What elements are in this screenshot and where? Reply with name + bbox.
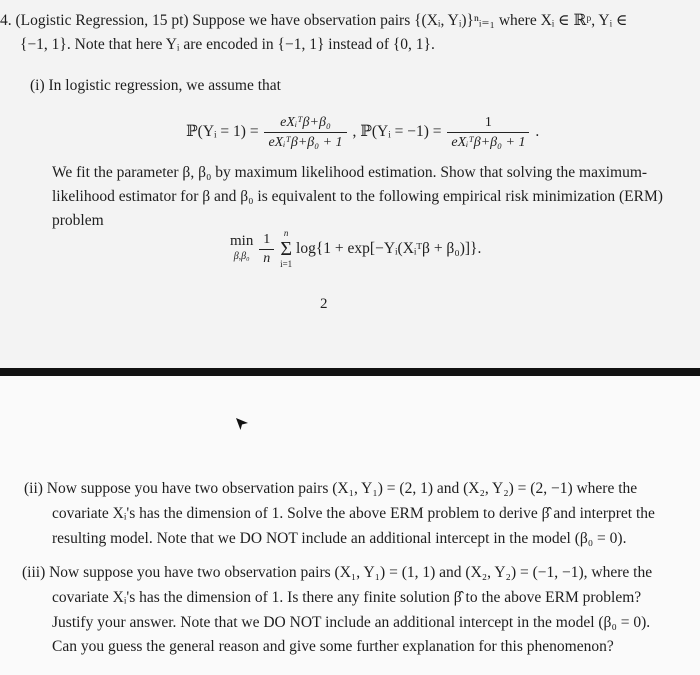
erm-sum-block xyxy=(280,228,292,270)
part-iii-line3: Justify your answer. Note that we DO NOT include an additional intercept in the model (β₀ = 0). xyxy=(52,614,651,631)
erm-fraction-numerator: 1 xyxy=(263,231,271,247)
eq-p2-fraction xyxy=(447,114,529,151)
problem-header-text: (Logistic Regression, 15 pt) Suppose we have observation pairs {(Xᵢ, Yᵢ)}ⁿᵢ₌₁ where Xᵢ ∈ ℝᵖ, Yᵢ ∈ xyxy=(15,12,628,29)
eq-p1-lhs: ℙ(Yᵢ = 1) = xyxy=(186,123,259,140)
part-i-text-line2: likelihood estimator for β and β₀ is equivalent to the following empirical risk minimization (ERM) xyxy=(52,188,663,205)
part-i-text-line3: problem xyxy=(52,212,104,229)
mouse-cursor-icon xyxy=(234,416,250,432)
part-iii-line4: Can you guess the general reason and give some further explanation for this phenomenon? xyxy=(52,638,614,655)
part-iii-line1: (iii) Now suppose you have two observation pairs (X₁, Y₁) = (1, 1) and (X₂, Y₂) = (−1, −1), where the xyxy=(22,564,653,581)
erm-sum-symbol: Σ xyxy=(280,238,292,260)
part-ii-line3: resulting model. Note that we DO NOT include an additional intercept in the model (β₀ = 0). xyxy=(52,530,627,547)
erm-sum-top: n xyxy=(283,228,289,238)
eq-p1-denominator: eXᵢᵀβ+β₀ + 1 xyxy=(264,132,346,151)
erm-min-block xyxy=(230,234,253,264)
problem-header-line1 xyxy=(0,12,627,30)
erm-equation xyxy=(230,228,481,272)
part-i-intro: (i) In logistic regression, we assume that xyxy=(30,77,281,94)
eq-p2-numerator: 1 xyxy=(484,114,492,130)
eq-end: . xyxy=(535,123,540,140)
erm-min-subscript: β,β₀ xyxy=(233,251,250,262)
page-number: 2 xyxy=(320,296,328,312)
eq-p1-numerator: eXᵢᵀβ+β₀ xyxy=(280,114,331,130)
erm-fraction-denominator: n xyxy=(259,249,274,267)
eq-p1-fraction xyxy=(264,114,346,151)
eq-separator: , ℙ(Yᵢ = −1) = xyxy=(352,123,442,140)
eq-p2-denominator: eXᵢᵀβ+β₀ + 1 xyxy=(447,132,529,151)
page-divider xyxy=(0,368,700,376)
erm-sum-bottom: i=1 xyxy=(280,259,293,269)
erm-body: log{1 + exp[−Yᵢ(Xᵢᵀβ + β₀)]}. xyxy=(296,240,482,257)
erm-min: min xyxy=(230,233,254,249)
problem-header-line2: {−1, 1}. Note that here Yᵢ are encoded in {−1, 1} instead of {0, 1}. xyxy=(20,36,435,53)
erm-fraction xyxy=(259,232,274,267)
part-ii-line1: (ii) Now suppose you have two observation pairs (X₁, Y₁) = (2, 1) and (X₂, Y₂) = (2, −1) where the xyxy=(24,480,638,497)
problem-number: 4. xyxy=(0,12,12,29)
probability-equation xyxy=(186,112,539,152)
part-iii-line2: covariate Xᵢ's has the dimension of 1. Is there any finite solution β̂ to the above ERM problem? xyxy=(52,589,642,606)
part-i-text-line1: We fit the parameter β, β₀ by maximum likelihood estimation. Show that solving the maximum- xyxy=(52,164,648,181)
part-ii-line2: covariate Xᵢ's has the dimension of 1. Solve the above ERM problem to derive β̂ and interpret the xyxy=(52,505,655,522)
